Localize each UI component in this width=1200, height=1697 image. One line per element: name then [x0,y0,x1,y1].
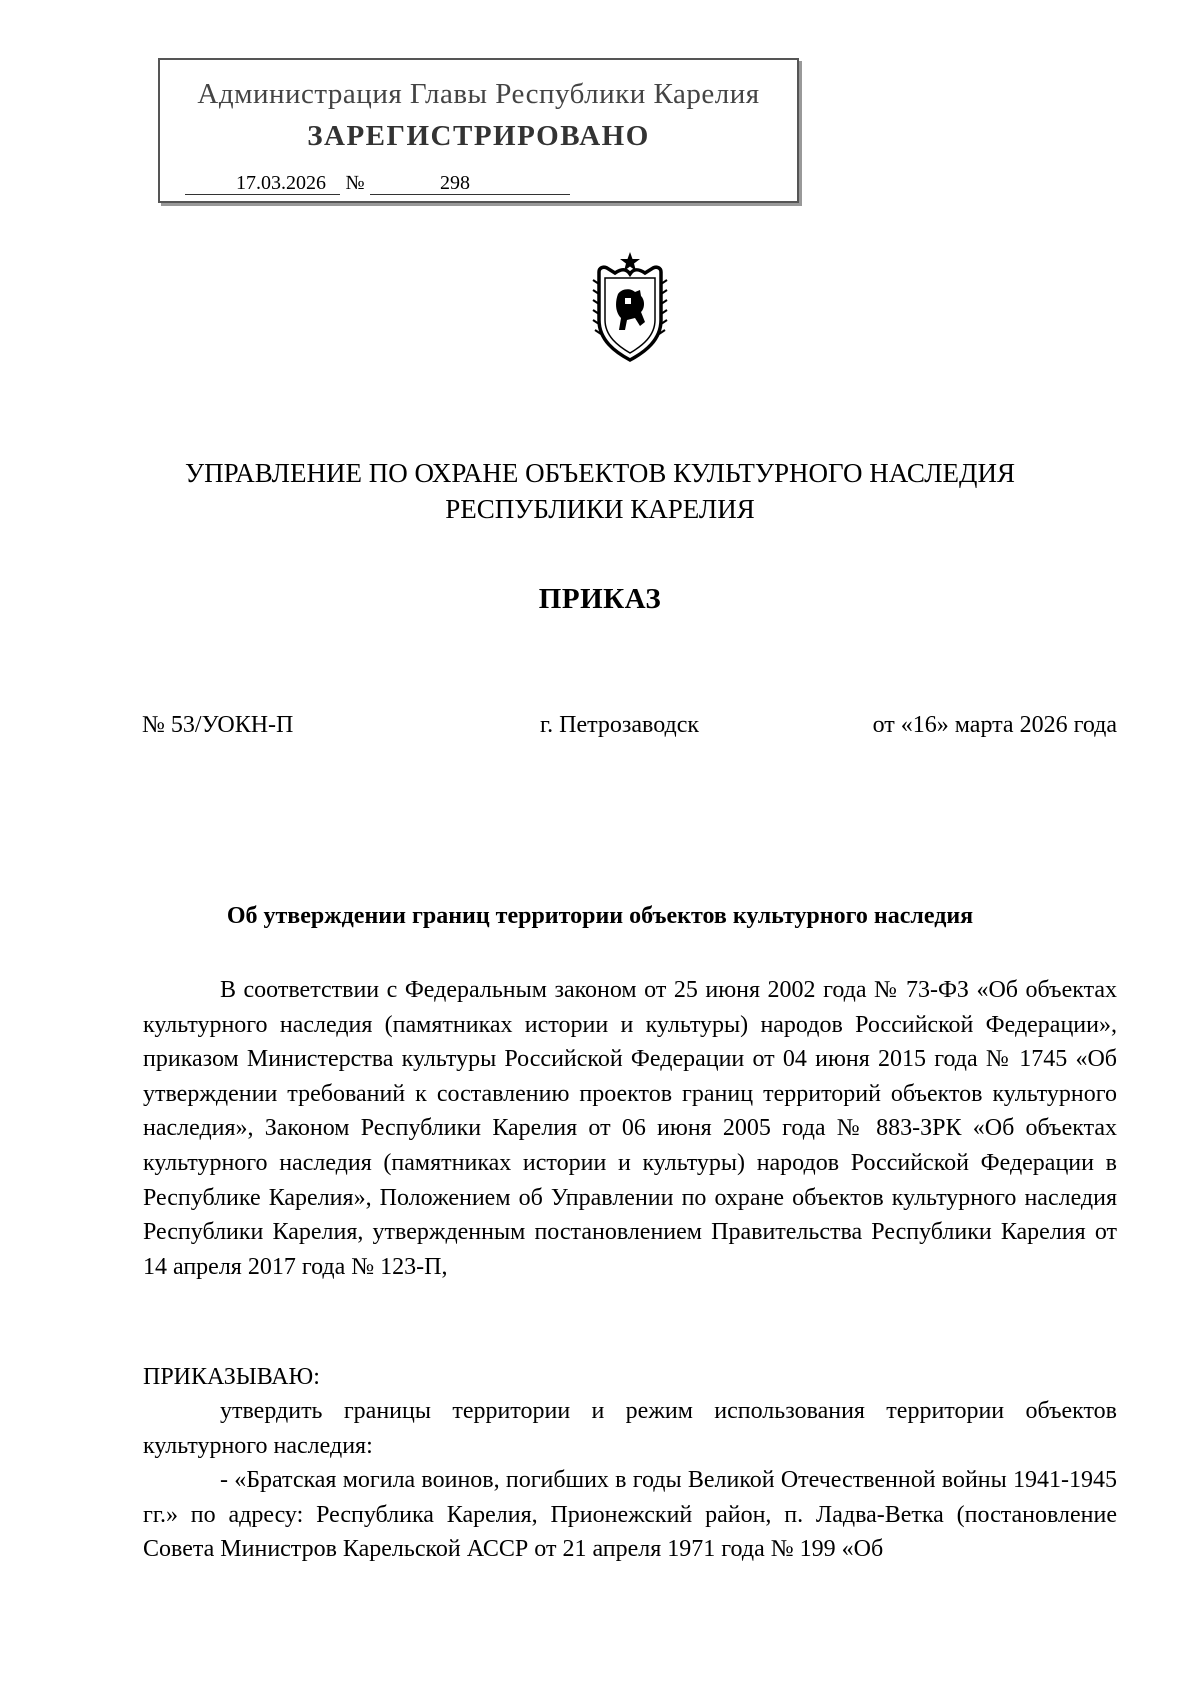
order-city: г. Петрозаводск [540,712,700,738]
document-type: ПРИКАЗ [538,583,662,615]
order-directive: ПРИКАЗЫВАЮ: [143,1364,320,1390]
stamp-number: 298 [370,172,570,195]
stamp-date: 17.03.2026 [185,172,340,195]
registration-stamp [158,58,799,203]
department-title-line1: УПРАВЛЕНИЕ ПО ОХРАНЕ ОБЪЕКТОВ КУЛЬТУРНОГО НАСЛЕДИЯ [185,458,1015,488]
order-date: от «16» марта 2026 года [872,712,1117,738]
department-title-line2: РЕСПУБЛИКИ КАРЕЛИЯ [445,494,755,524]
karelia-coat-of-arms-icon [585,250,675,362]
stamp-authority: Администрация Главы Республики Карелия [197,78,760,110]
order-number: № 53/УОКН-П [142,712,294,738]
preamble-paragraph: В соответствии с Федеральным законом от 25 июня 2002 года № 73-ФЗ «Об объектах культурного наследия (памятниках истории и культуры) народов Российской Федерации», приказом Министерства культуры Российской Федерации от 04 июня 2015 года № 1745 «Об утверждении требований к составлению проектов границ территорий объектов культурного наследия», Законом Республики Карелия от 06 июня 2005 года № 883-ЗРК «Об объектах культурного наследия (памятниках истории и культуры) народов Российской Федерации в Республике Карелия», Положением об Управлении по охране объектов культурного наследия Республики Карелия, утвержденным постановлением Правительства Республики Карелия от 14 апреля 2017 года № 123-П, [143,977,1117,1280]
stamp-registered: ЗАРЕГИСТРИРОВАНО [307,120,650,152]
order-paragraph: утвердить границы территории и режим использования территории объектов культурного наследия: [143,1398,1117,1459]
object-list-item: - «Братская могила воинов, погибших в годы Великой Отечественной войны 1941-1945 гг.» по адресу: Республика Карелия, Прионежский район, п. Ладва-Ветка (постановление Совета Министров Карельской АССР от 21 апреля 1971 года № 199 «Об [143,1467,1117,1563]
stamp-number-sign: № [345,172,365,194]
order-subject: Об утверждении границ территории объектов культурного наследия [226,903,974,929]
department-title [0,455,1200,527]
